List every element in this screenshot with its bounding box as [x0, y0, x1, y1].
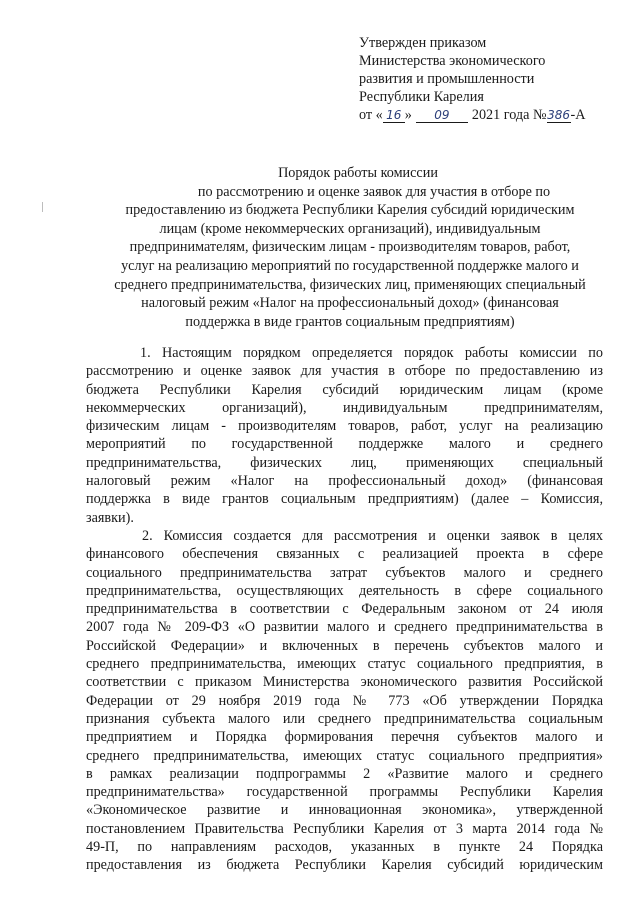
paragraph-1-line: заявки). [86, 509, 134, 526]
paragraph-2-line: признания субъекта малого или среднего предпринимательства социальным [86, 710, 603, 727]
paragraph-2-line: постановлением Правительства Республики Карелия от 3 марта 2014 года № [86, 820, 603, 837]
scan-edge-mark [42, 202, 43, 212]
title-line: налоговый режим «Налог на профессиональный доход» (финансовая [141, 295, 559, 312]
paragraph-1-line: налоговый режим «Налог на профессиональный доход» (финансовая [86, 473, 603, 490]
order-suffix: -А [570, 107, 586, 123]
handwritten-day: 16 [383, 109, 405, 123]
title-line: предпринимателям, физическим лицам - производителям товаров, работ, [129, 239, 571, 256]
paragraph-2-line: среднего предпринимательства, имеющих статус социального предприятия, в [86, 656, 603, 673]
paragraph-2-line: предприятием и Порядка формирования перечня субъектов малого и [86, 729, 603, 746]
approval-line-3: развития и промышленности [359, 71, 535, 87]
paragraph-2-line: предоставления из бюджета Республики Карелия субсидий юридическим [86, 857, 603, 874]
title-line: по рассмотрению и оценке заявок для участия в отборе по [197, 183, 551, 200]
paragraph-2-line: предпринимательства» государственной программы Республики Карелия [86, 784, 603, 801]
paragraph-1-line: поддержка в виде грантов социальным предприятиям) (далее – Комиссия, [86, 491, 603, 508]
paragraph-2-line: соответствии с приказом Министерства экономического развития Российской [86, 674, 603, 691]
paragraph-2-line: среднего предпринимательства, имеющих статус социального предприятия» [86, 747, 603, 764]
year-text: 2021 года № [471, 107, 547, 123]
paragraph-2-line: социального предпринимательства затрат субъектов малого и среднего [86, 564, 603, 581]
paragraph-2-line: Федерации от 29 ноября 2019 года № 773 «Об утверждении Порядка [86, 692, 603, 709]
title-line: предоставлению из бюджета Республики Карелия субсидий юридическим [125, 202, 575, 219]
paragraph-2-line: в рамках реализации подпрограммы 2 «Развитие малого и среднего [86, 765, 603, 782]
date-mid: » [404, 107, 412, 123]
handwritten-order-number: 386 [547, 108, 570, 122]
paragraph-1-line: 1. Настоящим порядком определяется порядок работы комиссии по [140, 345, 603, 361]
title-line: услуг на реализацию мероприятий по государственной поддержке малого и [121, 257, 579, 274]
paragraph-1-line: некоммерческих организаций), индивидуальным предпринимателям, [86, 399, 603, 416]
handwritten-month: 09 [416, 109, 468, 123]
paragraph-2-line: 2007 года № 209-ФЗ «О развитии малого и среднего предпринимательства в [86, 619, 603, 636]
approval-line-4: Республики Карелия [359, 89, 484, 105]
date-prefix: от « [359, 107, 383, 123]
approval-stamp-block [359, 34, 624, 124]
title-line: Порядок работы комиссии [278, 165, 438, 181]
approval-line-1: Утвержден приказом [359, 35, 487, 51]
approval-line-2: Министерства экономического [359, 53, 546, 69]
title-line: среднего предпринимательства, физических лиц, применяющих специальный [114, 276, 586, 293]
paragraph-1-line: рассмотрению и оценке заявок для участия в отборе по предоставлению из [86, 363, 603, 380]
paragraph-1-line: предпринимательства, физических лиц, применяющих специальный [86, 454, 603, 471]
title-line: поддержка в виде грантов социальным предприятиям) [185, 313, 515, 330]
title-line: лицам (кроме некоммерческих организаций), индивидуальным [159, 220, 541, 237]
paragraph-1-line: бюджета Республики Карелия субсидий юридическим лицам (кроме [86, 381, 603, 398]
approval-date-line [359, 106, 624, 124]
paragraph-2-line: предпринимательства в соответствии с Федеральным законом от 24 июля [86, 601, 603, 618]
paragraph-2-line: 49-П, по направлениям расходов, указанных в пункте 24 Порядка [86, 839, 603, 856]
document-title [86, 164, 614, 331]
paragraph-1-line: мероприятий по государственной поддержке малого и среднего [86, 436, 603, 453]
paragraph-2-line: Российской Федерации» и включенных в перечень субъектов малого и [86, 637, 603, 654]
paragraph-2-line: 2. Комиссия создается для рассмотрения и оценки заявок в целях [142, 527, 603, 544]
document-body [86, 344, 603, 875]
paragraph-2-line: «Экономическое развитие и инновационная экономика», утвержденной [86, 802, 603, 819]
paragraph-2-line: предпринимательства, осуществляющих деятельность в сфере социального [86, 582, 603, 599]
paragraph-1-line: физическим лицам - производителям товаров, работ, услуг на реализацию [86, 418, 603, 435]
paragraph-2-line: финансового обеспечения связанных с реализацией проекта в сфере [86, 546, 603, 563]
